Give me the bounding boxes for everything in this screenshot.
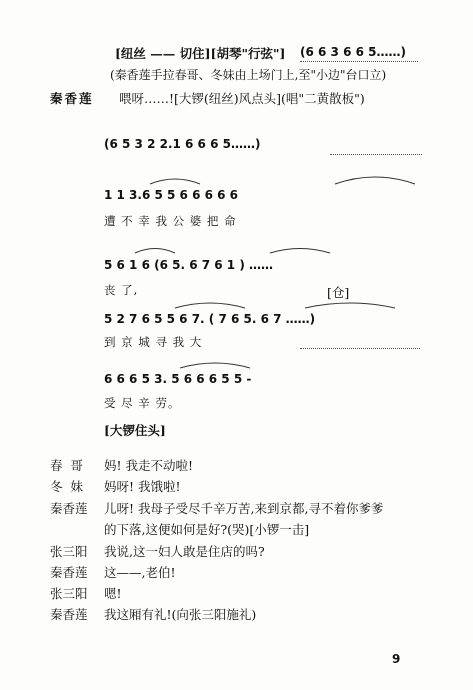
dialogue-speaker: 张三阳: [50, 544, 88, 559]
dialogue-speaker: 秦香莲: [50, 501, 88, 516]
dialogue-speaker: 秦香莲: [50, 607, 88, 622]
score-row2-notes: 5 6 1 6 (6 5. 6 7 6 1 ) ……: [104, 258, 273, 272]
page-number: 9: [392, 652, 401, 666]
dialogue-line: 妈呀! 我饿啦!: [104, 479, 181, 494]
dialogue-line-cont: 的下落,这便如何是好?(哭)[小锣一击]: [104, 522, 310, 537]
score-row3-notes: 5 2 7 6 5 5 6 7. ( 7 6 5. 6 7 ……): [104, 312, 316, 326]
end-cue: [大锣住头]: [104, 423, 166, 438]
stage-direction: (秦香莲手拉春哥、冬妹由上场门上,至"小边"台口立): [110, 68, 387, 82]
score-row2-tag: [仓]: [327, 285, 350, 300]
dialogue-speaker: 张三阳: [50, 586, 88, 601]
stage-cue: [纽丝 —— 切住][胡琴"行弦"]: [115, 46, 286, 61]
dialogue-line: 妈! 我走不动啦!: [104, 458, 194, 473]
dialogue-line: 儿呀! 我母子受尽千辛万苦,来到京都,寻不着你爹爹: [104, 501, 384, 516]
score-row3-lyric: 到 京 城 寻 我 大: [104, 335, 203, 349]
score-row4-notes: 6 6 6 5 3. 5 6 6 6 5 5 -: [104, 372, 252, 386]
speaker-label: 秦香莲: [50, 91, 94, 106]
score-row1-lyric: 遭 不 幸 我 公 婆 把 命: [104, 214, 237, 228]
score-prelude: (6 5 3 2 2.1 6 6 6 5……): [104, 137, 261, 151]
dialogue-speaker: 冬 妹: [50, 479, 85, 494]
dialogue-line: 这——,老伯!: [104, 565, 176, 580]
dialogue-speaker: 秦香莲: [50, 565, 88, 580]
score-row1-notes: 1 1 3.6 5 5 6 6 6 6 6: [104, 188, 239, 202]
intro-line: 喂呀……![大锣(纽丝)风点头](唱"二黄散板"): [119, 91, 365, 106]
dialogue-speaker: 春 哥: [50, 458, 85, 473]
dialogue-line: 嗯!: [104, 586, 122, 601]
score-row4-lyric: 受 尽 辛 劳。: [104, 396, 181, 410]
score-row2-lyric: 丧 了,: [104, 283, 139, 297]
dialogue-line: 我说,这一妇人敢是住店的吗?: [104, 544, 265, 559]
cue-notation: (6 6 3 6 6 5……): [300, 45, 406, 59]
dialogue-line: 我这厢有礼!(向张三阳施礼): [104, 607, 257, 622]
